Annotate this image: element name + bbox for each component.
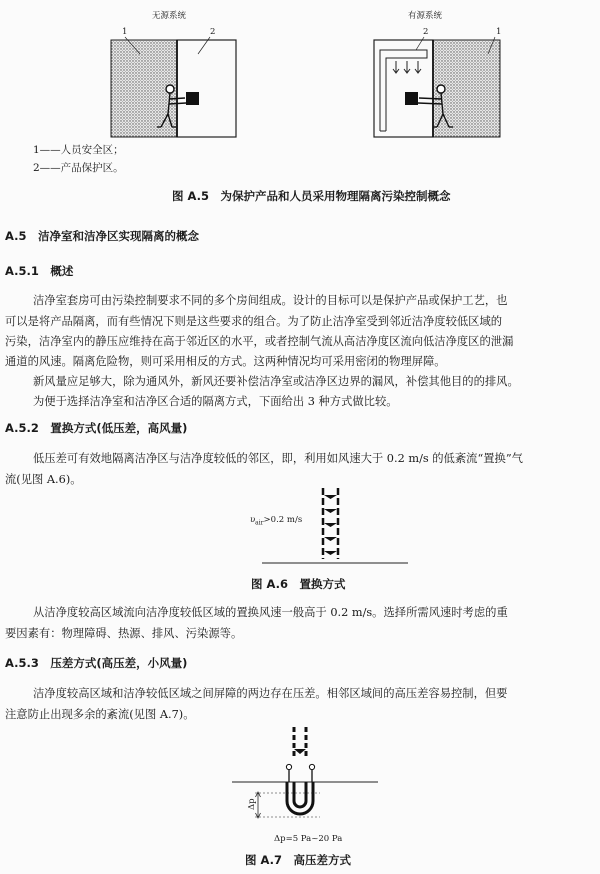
figure-a7: [230, 725, 380, 835]
section-a5-heading: A.5 洁净室和洁净区实现隔离的概念: [5, 229, 199, 243]
paragraph-line: 洁净度较高区域和洁净较低区域之间屏障的两边存在压差。相邻区域间的高压差容易控制，但要: [33, 687, 508, 700]
section-a51-heading: A.5.1 概述: [5, 264, 74, 278]
paragraph-line: 污染，洁净室内的静压应维持在高于邻近区的水平，或者控制气流从高洁净度区流向低洁净度区的泄漏: [5, 335, 514, 348]
delta-p-label: Δp: [247, 798, 257, 810]
paragraph-line: 流(见图 A.6)。: [5, 473, 82, 486]
figure-a6: [250, 485, 420, 570]
callout-1-right: 1: [496, 27, 502, 37]
passive-system-diagram: [111, 37, 236, 137]
paragraph-line: 新风量应足够大，除为通风外，新风还要补偿洁净室或洁净区边界的漏风，补偿其他目的的排风。: [33, 375, 519, 388]
paragraph-line: 注意防止出现多余的紊流(见图 A.7)。: [5, 708, 195, 721]
legend-item-1: 1——人员安全区；: [33, 144, 124, 156]
paragraph-line: 可以是将产品隔离，而有些情况下则是这些要求的组合。为了防止洁净室受到邻近洁净度较低区域的: [5, 315, 503, 328]
callout-1-left: 1: [122, 27, 128, 37]
callout-2-right: 2: [423, 27, 429, 37]
active-system-diagram: [374, 37, 500, 137]
section-a53-heading: A.5.3 压差方式(高压差，小风量): [5, 656, 188, 670]
legend-item-2: 2——产品保护区。: [33, 162, 124, 174]
paragraph-line: 洁净室套房可由污染控制要求不同的多个房间组成。设计的目标可以是保护产品或保护工艺，也: [33, 294, 508, 307]
paragraph-line: 通道的风速。隔离危险物，则可采用相反的方式。这两种情况均可采用密闭的物理屏障。: [5, 355, 446, 368]
pressure-range-label: Δp=5 Pa~20 Pa: [274, 834, 343, 844]
paragraph-line: 从洁净度较高区域流向洁净度较低区域的置换风速一般高于 0.2 m/s。选择所需风速时考虑的重: [33, 606, 508, 619]
passive-system-label: 无源系统: [152, 11, 187, 21]
paragraph-line: 为便于选择洁净室和洁净区合适的隔离方式，下面给出 3 种方式做比较。: [33, 395, 398, 408]
section-a52-heading: A.5.2 置换方式(低压差，高风量): [5, 421, 188, 435]
figure-a5-caption: 图 A.5 为保护产品和人员采用物理隔离污染控制概念: [172, 189, 451, 203]
paragraph-line: 要因素有：物理障碍、热源、排风、污染源等。: [5, 627, 243, 640]
airspeed-label: $\upsilon_{air}>0.2$ m/s: [250, 515, 303, 527]
active-system-label: 有源系统: [408, 11, 443, 21]
paragraph-line: 低压差可有效地隔离洁净区与洁净度较低的邻区，即，利用如风速大于 0.2 m/s 的低紊流“置换”气: [33, 452, 523, 465]
figure-a6-caption: 图 A.6 置换方式: [251, 577, 346, 591]
callout-2-left: 2: [210, 27, 216, 37]
figure-a7-caption: 图 A.7 高压差方式: [245, 853, 351, 867]
